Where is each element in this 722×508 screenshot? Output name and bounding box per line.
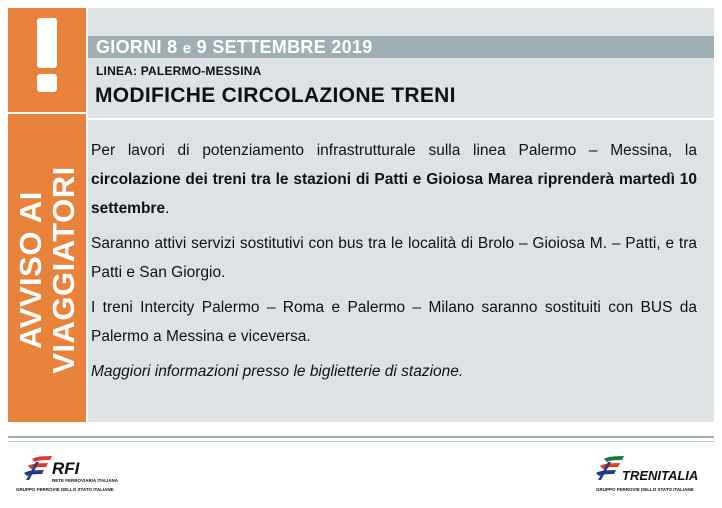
side-banner-line2: VIAGGIATORI [46,166,81,374]
rfi-logo-name: RFI [52,459,80,478]
fs-mark-icon [22,456,56,482]
trenitalia-logo [590,456,708,496]
paragraph-4: Maggiori informazioni presso le biglietterie di stazione. [91,363,464,380]
notice-content [91,136,697,392]
exclamation-icon [37,18,57,68]
paragraph-1-highlight: circolazione dei treni tra le stazioni di Patti e Gioiosa Marea riprenderà martedì 10 settembre [91,171,697,217]
paragraph-1 [91,136,697,223]
notice-title: MODIFICHE CIRCOLAZIONE TRENI [95,84,456,107]
rfi-logo [16,456,146,496]
rfi-logo-sub2: GRUPPO FERROVIE DELLO STATO ITALIANE [16,487,114,492]
side-banner-text [14,166,80,374]
exclamation-dot-icon [37,74,57,92]
rfi-logo-sub1: RETE FERROVIARIA ITALIANA [52,478,118,483]
paragraph-1-end: . [165,200,170,217]
trenitalia-logo-name: TRENITALIA [622,468,699,483]
footer-rule-thin [8,441,714,442]
notice-date [96,37,373,59]
side-banner-line1: AVVISO AI [13,191,48,349]
paragraph-1-lead: Per lavori di potenziamento infrastrutturale sulla linea Palermo – Messina, la [91,142,697,159]
alert-icon-box [8,8,86,110]
date-and: e [182,40,192,57]
title-divider [88,118,714,120]
railway-line-label: LINEA: PALERMO-MESSINA [96,64,262,78]
notice-top-strip [88,8,714,36]
footer-rule [8,436,714,438]
side-banner [8,8,86,422]
trenitalia-logo-sub: GRUPPO FERROVIE DELLO STATO ITALIANE [596,487,694,492]
side-divider [8,112,86,114]
paragraph-3: I treni Intercity Palermo – Roma e Palermo – Milano saranno sostituiti con BUS da Palermo a Messina e viceversa. [91,299,697,345]
date-prefix: GIORNI 8 [96,37,183,57]
date-suffix: 9 SETTEMBRE 2019 [191,37,373,57]
paragraph-2: Saranno attivi servizi sostitutivi con bus tra le località di Brolo – Gioiosa M. – Patti, e tra Patti e San Giorgio. [91,235,697,281]
